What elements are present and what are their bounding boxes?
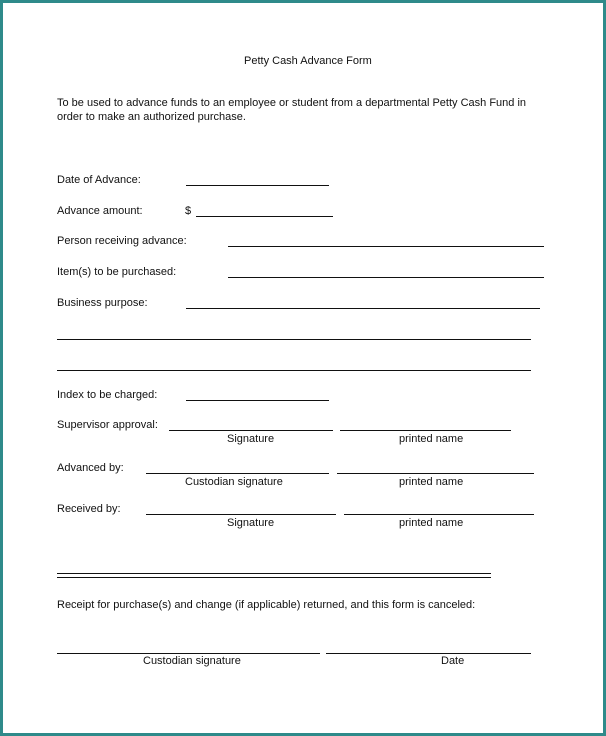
currency-symbol: $ (185, 205, 192, 217)
advance-amount-label: Advance amount: (57, 205, 143, 217)
supervisor-printed-name-field[interactable] (340, 430, 511, 431)
form-title: Petty Cash Advance Form (244, 55, 372, 67)
items-purchased-field[interactable] (228, 277, 544, 278)
receipt-date-field[interactable] (326, 653, 531, 654)
received-by-label: Received by: (57, 503, 121, 515)
items-purchased-label: Item(s) to be purchased: (57, 266, 177, 278)
intro-text-line-2: order to make an authorized purchase. (57, 111, 246, 123)
index-charged-label: Index to be charged: (57, 389, 158, 401)
advanced-by-custodian-caption: Custodian signature (185, 476, 283, 488)
date-of-advance-label: Date of Advance: (57, 174, 141, 186)
receipt-date-caption: Date (441, 655, 465, 667)
received-by-printed-name-caption: printed name (399, 517, 464, 529)
advanced-by-printed-name-caption: printed name (399, 476, 464, 488)
advanced-by-printed-name-field[interactable] (337, 473, 534, 474)
supervisor-signature-field[interactable] (169, 430, 333, 431)
advance-amount-field[interactable] (196, 216, 333, 217)
supervisor-printed-name-caption: printed name (399, 433, 464, 445)
receipt-text: Receipt for purchase(s) and change (if applicable) returned, and this form is canceled: (57, 599, 476, 611)
separator-double-line (57, 573, 491, 578)
business-purpose-label: Business purpose: (57, 297, 148, 309)
business-purpose-field[interactable] (186, 308, 540, 309)
person-receiving-label: Person receiving advance: (57, 235, 187, 247)
index-charged-field[interactable] (186, 400, 329, 401)
business-purpose-line-3[interactable] (57, 370, 531, 371)
person-receiving-field[interactable] (228, 246, 544, 247)
advanced-by-label: Advanced by: (57, 462, 124, 474)
received-by-signature-caption: Signature (227, 517, 275, 529)
advanced-by-signature-field[interactable] (146, 473, 329, 474)
receipt-custodian-caption: Custodian signature (143, 655, 241, 667)
supervisor-approval-label: Supervisor approval: (57, 419, 158, 431)
received-by-signature-field[interactable] (146, 514, 336, 515)
date-of-advance-field[interactable] (186, 185, 329, 186)
received-by-printed-name-field[interactable] (344, 514, 534, 515)
supervisor-signature-caption: Signature (227, 433, 275, 445)
business-purpose-line-2[interactable] (57, 339, 531, 340)
intro-text-line-1: To be used to advance funds to an employee or student from a departmental Petty Cash Fund in (57, 97, 527, 109)
